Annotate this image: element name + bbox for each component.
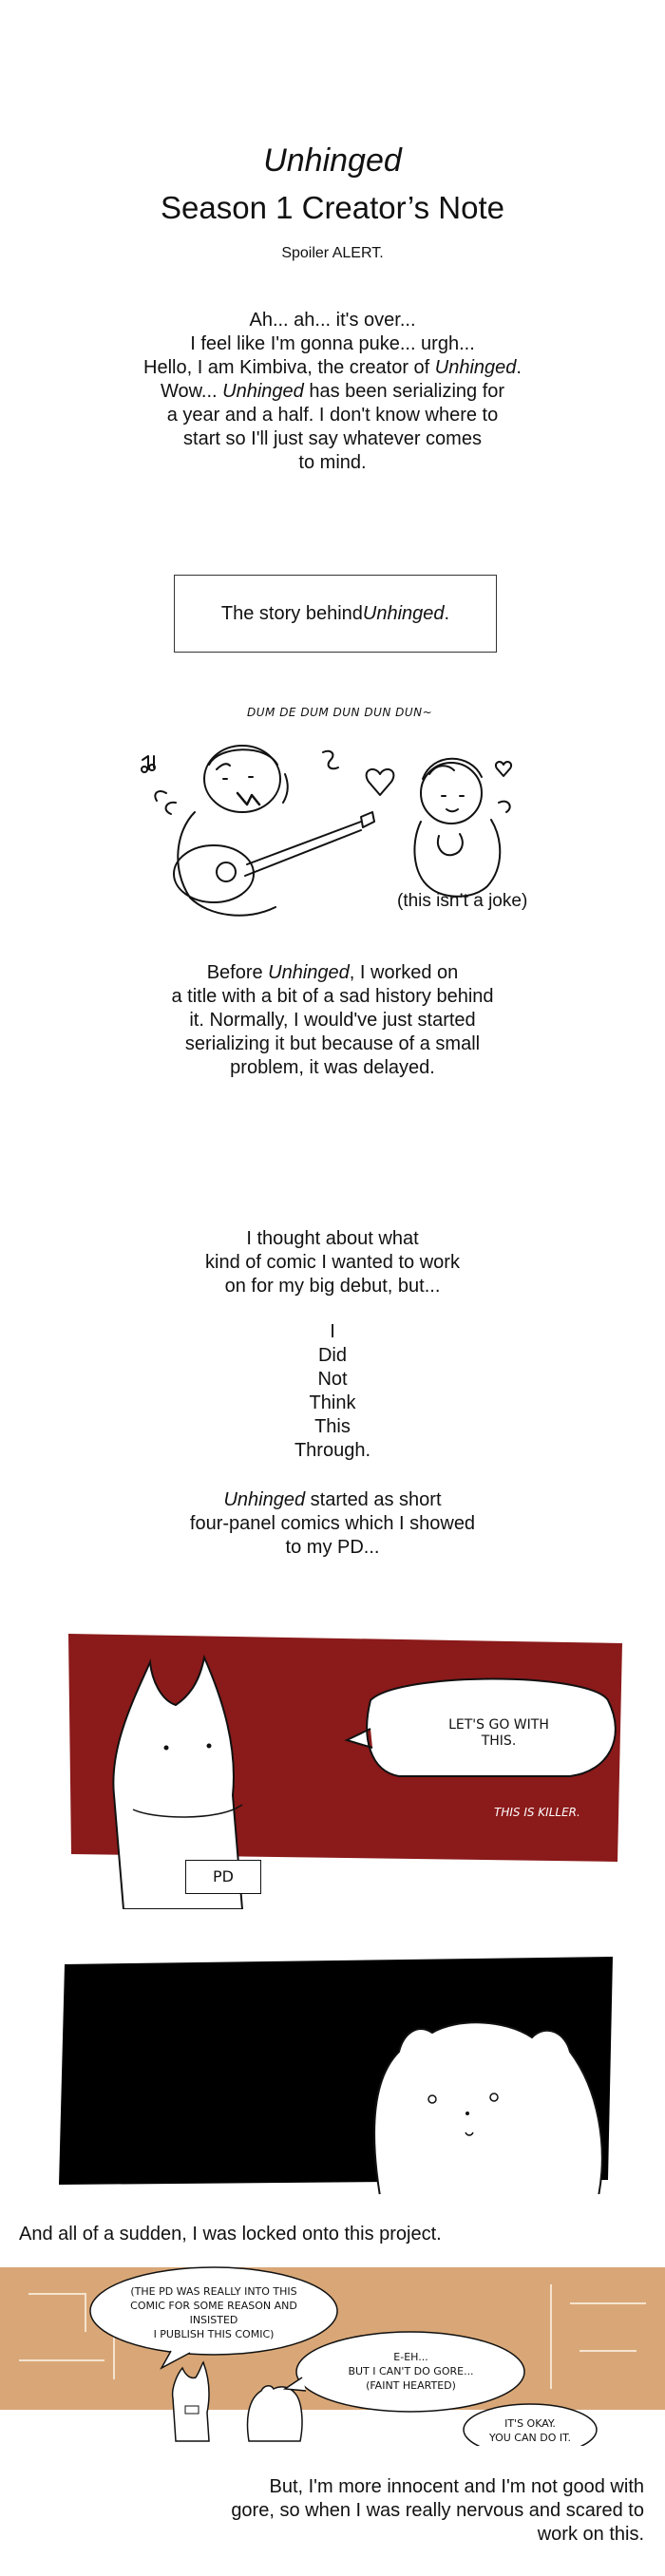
para2-line-4: serializing it but because of a small [184, 1033, 481, 1054]
para2-line-1 [0, 961, 665, 985]
intro-line-3-text: Hello, I am Kimbiva, the creator of [143, 357, 435, 378]
para2-worked-on: , I worked on [349, 962, 459, 983]
para-four-panel [0, 1488, 665, 1560]
para4-word-1: I [330, 1321, 335, 1342]
para5-line-2: four-panel comics which I showed [189, 1513, 476, 1534]
panel3-b2-line-1: E-EH... [393, 2351, 428, 2363]
spoiler-alert: Spoiler ALERT. [281, 245, 384, 261]
intro-period: . [516, 357, 522, 378]
para2-title-italic: Unhinged [268, 962, 350, 983]
hum-text: DUM DE DUM DUN DUN DUN~ [247, 706, 433, 719]
panel3-b1-line-2: COMIC FOR SOME REASON AND INSISTED [130, 2300, 297, 2326]
para3-line-3: on for my big debut, but... [224, 1276, 441, 1297]
outro-line-1: But, I'm more innocent and I'm not good with [269, 2476, 644, 2497]
para2-before: Before [206, 962, 269, 983]
story-box-title: Unhinged [362, 602, 445, 624]
comic-panel-bear [0, 1947, 665, 2194]
para4-word-6: Through. [294, 1440, 371, 1461]
sketch-illustration [0, 722, 665, 950]
pd-badge: PD [185, 1860, 261, 1894]
para3-line-2: kind of comic I wanted to work [205, 1252, 460, 1273]
panel1-bubble-line-1: LET'S GO WITH [448, 1717, 549, 1733]
sketch-caption: (this isn’t a joke) [397, 891, 528, 911]
story-behind-box [174, 575, 497, 653]
intro-serializing: has been serializing for [303, 381, 505, 402]
para2-line-5: problem, it was delayed. [230, 1057, 435, 1078]
para5-started: started as short [305, 1489, 442, 1510]
intro-line-5: a year and a half. I don't know where to [166, 405, 499, 426]
intro-line-1: Ah... ah... it's over... [249, 310, 416, 331]
para-locked-on: And all of a sudden, I was locked onto this project. [19, 2224, 442, 2245]
story-box-prefix: The story behind [220, 602, 363, 624]
panel1-stamp: THIS IS KILLER. [494, 1806, 580, 1819]
outro-line-3: work on this. [537, 2524, 644, 2545]
panel1-bubble [418, 1717, 580, 1750]
intro-line-6: start so I'll just say whatever comes [183, 428, 482, 449]
intro-paragraph [0, 309, 665, 475]
para2-line-3: it. Normally, I would've just started [189, 1010, 476, 1031]
intro-title-italic: Unhinged [434, 357, 517, 378]
panel3-b2-line-3: (FAINT HEARTED) [366, 2379, 456, 2392]
para2-line-2: a title with a bit of a sad history behind [171, 986, 494, 1007]
para3-line-1: I thought about what [246, 1228, 419, 1249]
panel3-bubble-1 [109, 2284, 318, 2341]
panel1-bubble-line-2: THIS. [481, 1733, 517, 1749]
para4-word-3: Not [317, 1369, 348, 1390]
outro-paragraph [231, 2475, 644, 2547]
intro-line-3 [0, 356, 665, 380]
intro-wow: Wow... [160, 381, 223, 402]
panel3-b3-line-2: YOU CAN DO IT. [488, 2432, 572, 2444]
outro-line-2: gore, so when I was really nervous and scared to [231, 2500, 644, 2521]
panel3-b1-line-3: I PUBLISH THIS COMIC) [153, 2328, 275, 2340]
intro-line-4 [0, 380, 665, 404]
intro-line-2: I feel like I'm gonna puke... urgh... [190, 333, 475, 354]
story-box-suffix: . [444, 602, 450, 624]
para4-word-4: Think [309, 1392, 356, 1413]
para5-line-3: to my PD... [285, 1537, 380, 1558]
comic-panel-pd [0, 1605, 665, 1909]
panel3-b3-line-1: IT'S OKAY. [504, 2417, 556, 2430]
para5-line-1 [0, 1488, 665, 1512]
para4-word-2: Did [317, 1345, 347, 1366]
para4-word-5: This [314, 1416, 351, 1437]
para-debut [0, 1227, 665, 1298]
panel3-bubble-3 [483, 2416, 578, 2445]
intro-title-italic-2: Unhinged [222, 381, 304, 402]
page-subtitle: Season 1 Creator’s Note [161, 190, 504, 225]
panel3-b2-line-2: BUT I CAN'T DO GORE... [348, 2365, 474, 2377]
panel3-b1-line-1: (THE PD WAS REALLY INTO THIS [130, 2285, 297, 2298]
para-before-unhinged [0, 961, 665, 1080]
page-title: Unhinged [263, 142, 402, 179]
panel3-bubble-2 [323, 2350, 499, 2393]
intro-line-7: to mind. [298, 452, 367, 473]
para-did-not-think [0, 1320, 665, 1463]
para5-title-italic: Unhinged [223, 1489, 306, 1510]
